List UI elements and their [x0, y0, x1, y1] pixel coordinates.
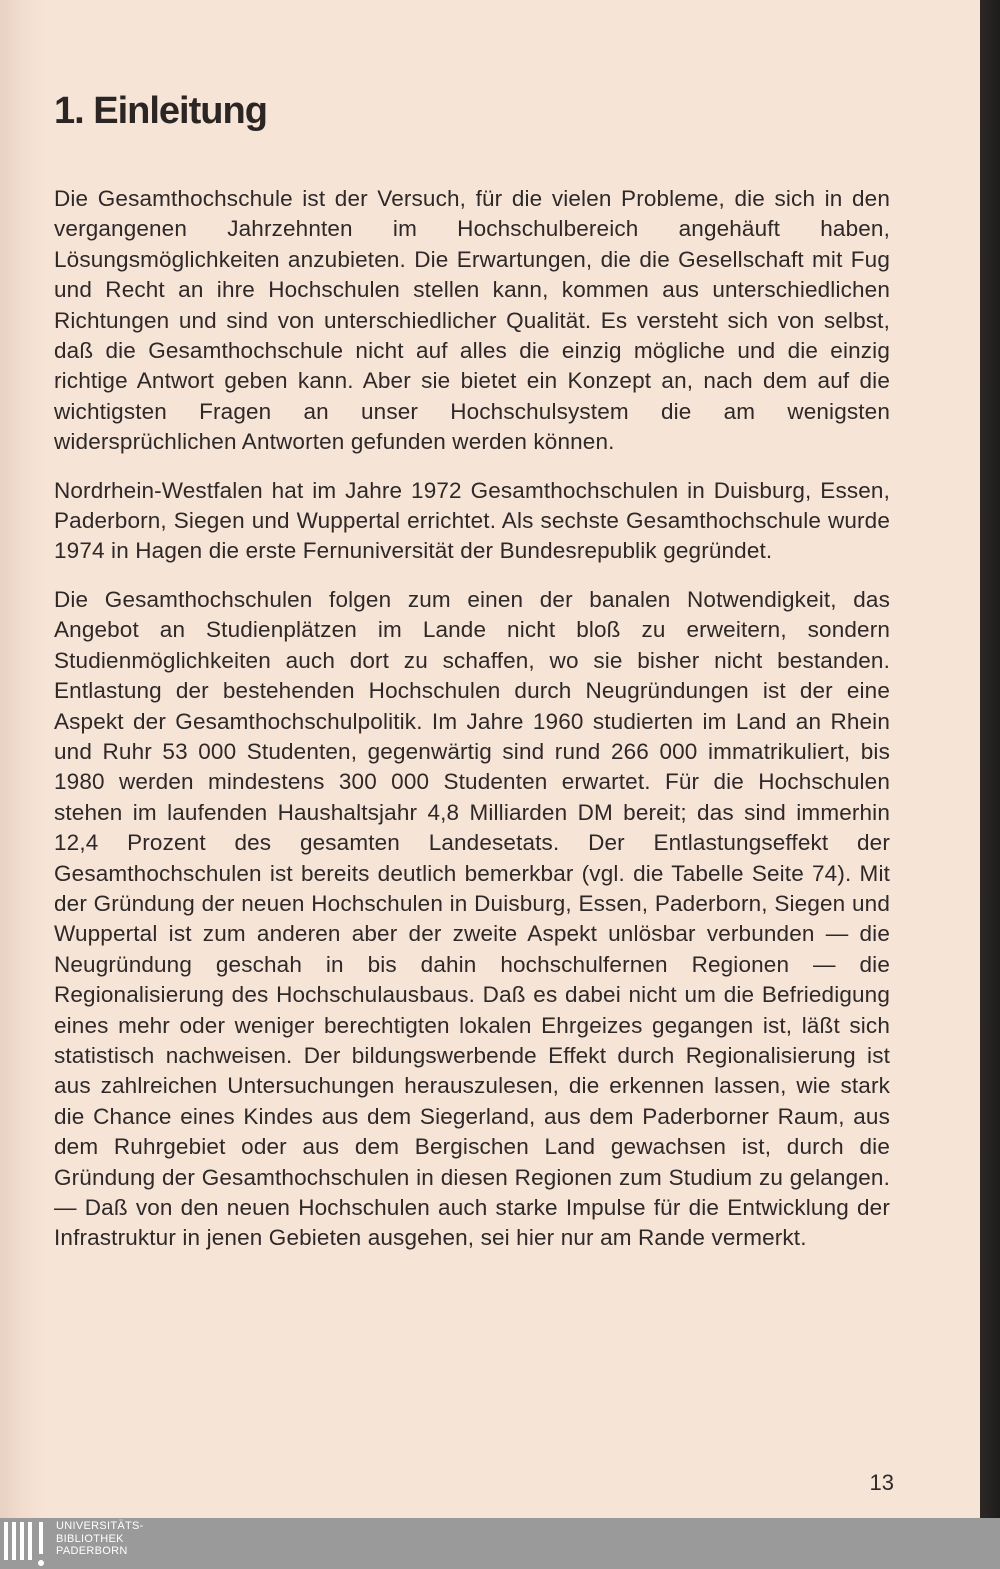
- paragraph-3: Die Gesamthochschulen folgen zum einen der banalen Notwendigkeit, das Angebot an Studienplätzen im Lande nicht bloß zu erweitern, sondern Studienmöglichkeiten auch dort zu schaffen, wo sie bisher nicht bestanden. Entlastung der bestehenden Hochschulen durch Neugründungen ist der eine Aspekt der Gesamthochschulpolitik. Im Jahre 1960 studierten im Land an Rhein und Ruhr 53 000 Studenten, gegenwärtig sind rund 266 000 immatrikuliert, bis 1980 werden mindestens 300 000 Studenten erwartet. Für die Hochschulen stehen im laufenden Haushaltsjahr 4,8 Milliarden DM bereit; das sind immerhin 12,4 Prozent des gesamten Landesetats. Der Entlastungseffekt der Gesamthochschulen ist bereits deutlich bemerkbar (vgl. die Tabelle Seite 74). Mit der Gründung der neuen Hochschulen in Duisburg, Essen, Paderborn, Siegen und Wuppertal ist zum anderen aber der zweite Aspekt unlösbar verbunden — die Neugründung geschah in bis dahin hochschulfernen Regionen — die Regionalisierung des Hochschulausbaus. Daß es dabei nicht um die Befriedigung eines mehr oder weniger berechtigten lokalen Ehrgeizes gegangen ist, läßt sich statistisch nachweisen. Der bildungswerbende Effekt durch Regionalisierung ist aus zahlreichen Untersuchungen herauszulesen, die erkennen lassen, wie stark die Chance eines Kindes aus dem Siegerland, aus dem Paderborner Raum, aus dem Ruhrgebiet oder aus dem Bergischen Land gewachsen ist, durch die Gründung der Gesamthochschulen in diesen Regionen zum Studium zu gelangen. — Daß von den neuen Hochschulen auch starke Impulse für die Entwicklung der Infrastruktur in jenen Gebieten ausgehen, sei hier nur am Rande vermerkt.: [54, 586, 890, 1251]
- page-number: 13: [869, 1470, 894, 1495]
- library-name-line-2: BIBLIOTHEK: [56, 1532, 124, 1545]
- paragraph-2: Nordrhein-Westfalen hat im Jahre 1972 Gesamthochschulen in Duisburg, Essen, Paderborn, Siegen und Wuppertal errichtet. Als sechste Gesamthochschule wurde 1974 in Hagen die erste Fernuniversität der Bundesrepublik gegründet.: [54, 477, 890, 564]
- paragraph-1: Die Gesamthochschule ist der Versuch, für die vielen Probleme, die sich in den vergangenen Jahrzehnten im Hochschulbereich angehäuft haben, Lösungsmöglichkeiten anzubieten. Die Erwartungen, die die Gesellschaft mit Fug und Recht an ihre Hochschulen stellen kann, kommen aus unterschiedlichen Richtungen und sind von unterschiedlicher Qualität. Es versteht sich von selbst, daß die Gesamthochschule nicht auf alles die einzig mögliche und die einzig richtige Antwort geben kann. Aber sie bietet ein Konzept an, nach dem auf die wichtigsten Fragen an unser Hochschulsystem die am wenigsten widersprüchlichen Antworten gefunden werden können.: [54, 186, 890, 455]
- library-footer-bar: [0, 1518, 1000, 1569]
- chapter-heading: 1. Einleitung: [54, 90, 267, 132]
- body-text: [54, 184, 890, 1272]
- library-name-line-1: UNIVERSITÄTS-: [56, 1520, 144, 1532]
- library-logo-icon: [4, 1522, 48, 1566]
- page-gutter-shadow: [0, 0, 44, 1518]
- library-name: [56, 1520, 144, 1558]
- library-name-line-3: PADERBORN: [56, 1545, 128, 1557]
- book-edge: [980, 0, 1000, 1518]
